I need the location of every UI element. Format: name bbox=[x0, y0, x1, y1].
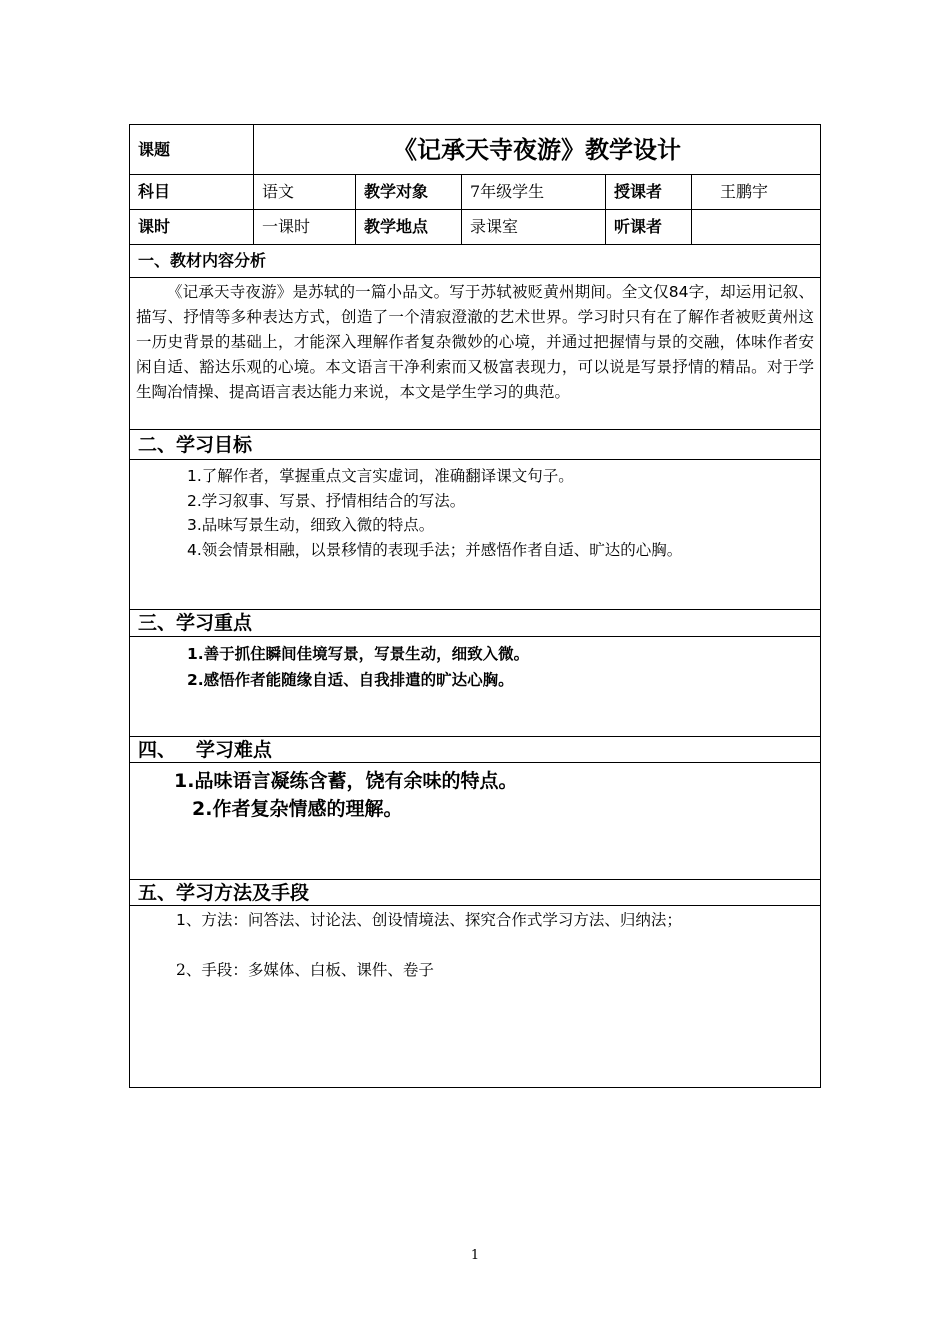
period-label: 课时 bbox=[130, 210, 254, 245]
section1-heading-row bbox=[130, 245, 821, 278]
list-item: 2.作者复杂情感的理解。 bbox=[192, 798, 403, 820]
section5-heading-row bbox=[130, 880, 821, 906]
audience-label: 教学对象 bbox=[356, 175, 462, 210]
page-number: 1 bbox=[470, 1248, 480, 1263]
audience-value: 7年级学生 bbox=[462, 175, 606, 210]
section1-body-row bbox=[130, 278, 821, 430]
subject-value: 语文 bbox=[254, 175, 356, 210]
key-points-list bbox=[130, 637, 821, 737]
list-item: 1.品味语言凝练含蓄，饶有余味的特点。 bbox=[174, 770, 518, 792]
section-heading: 四、 学习难点 bbox=[130, 737, 821, 763]
listener-label: 听课者 bbox=[606, 210, 692, 245]
page-title: 《记承天寺夜游》教学设计 bbox=[254, 125, 821, 175]
methods-line: 1、方法：问答法、讨论法、创设情境法、探究合作式学习方法、归纳法； bbox=[176, 911, 682, 929]
subject-row bbox=[130, 175, 821, 210]
list-item: 2.感悟作者能随缘自适、自我排遣的旷达心胸。 bbox=[187, 671, 514, 689]
analysis-text-rest: 字，却运用记叙、描写、抒情等多种表达方式，创造了一个清寂澄澈的艺术世界。学习时只有在了解作者被贬黄州这一历史背景的基础上，才能深入理解作者复杂微妙的心境，并通过把握情与景的交融，体味作者安闲自适、豁达乐观的心境。本文语言干净利索而又极富表现力，可以说是写景抒情的精品。对于学生陶冶情操、提高语言表达能力来说，本文是学生学习的典范。 bbox=[136, 283, 814, 401]
objectives-list bbox=[130, 460, 821, 610]
section-heading: 三、学习重点 bbox=[130, 610, 821, 637]
section-heading: 二、学习目标 bbox=[130, 430, 821, 460]
period-row bbox=[130, 210, 821, 245]
difficulties-list bbox=[130, 763, 821, 880]
list-item: 4.领会情景相融，以景移情的表现手法；并感悟作者自适、旷达的心胸。 bbox=[187, 540, 683, 559]
section3-heading-row bbox=[130, 610, 821, 637]
title-row bbox=[130, 125, 821, 175]
list-item: 1.了解作者，掌握重点文言实虚词，准确翻译课文句子。 bbox=[187, 467, 574, 485]
section3-body-row bbox=[130, 637, 821, 737]
listener-value bbox=[692, 210, 821, 245]
list-item: 1.善于抓住瞬间佳境写景，写景生动，细致入微。 bbox=[187, 645, 530, 663]
content-analysis-paragraph bbox=[130, 278, 821, 430]
section-heading: 一、教材内容分析 bbox=[130, 245, 821, 278]
teacher-label: 授课者 bbox=[606, 175, 692, 210]
location-value: 录课室 bbox=[462, 210, 606, 245]
methods-block bbox=[130, 906, 821, 1088]
teacher-value: 王鹏宇 bbox=[692, 175, 821, 210]
section-heading: 五、学习方法及手段 bbox=[130, 880, 821, 906]
list-item: 3.品味写景生动，细致入微的特点。 bbox=[187, 516, 435, 534]
analysis-text-start: 《记承天寺夜游》是苏轼的一篇小品文。写于苏轼被贬黄州期间。全文仅 bbox=[167, 283, 669, 301]
period-value: 一课时 bbox=[254, 210, 356, 245]
section4-heading-row bbox=[130, 737, 821, 763]
list-item: 2.学习叙事、写景、抒情相结合的写法。 bbox=[187, 491, 466, 510]
section4-body-row bbox=[130, 763, 821, 880]
section2-heading-row bbox=[130, 430, 821, 460]
lesson-plan-table bbox=[129, 124, 821, 1088]
section5-body-row bbox=[130, 906, 821, 1088]
subject-label: 科目 bbox=[130, 175, 254, 210]
location-label: 教学地点 bbox=[356, 210, 462, 245]
topic-label: 课题 bbox=[130, 125, 254, 175]
section2-body-row bbox=[130, 460, 821, 610]
analysis-word-count: 84 bbox=[668, 283, 689, 301]
means-line: 2、手段：多媒体、白板、课件、卷子 bbox=[176, 961, 434, 979]
